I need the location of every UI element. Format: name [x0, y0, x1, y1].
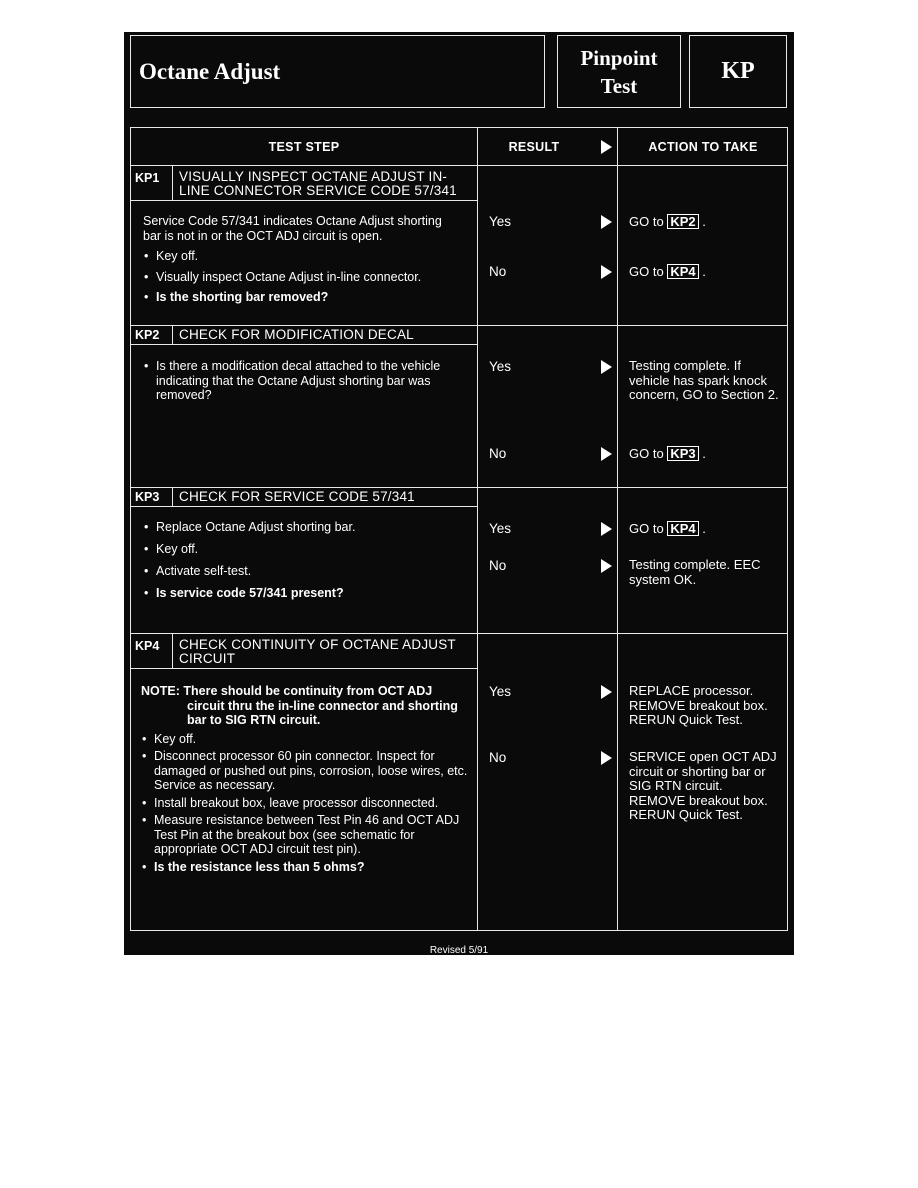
- header-action: ACTION TO TAKE: [648, 139, 758, 154]
- kp4-code: KP4: [135, 639, 160, 653]
- kp1-title-line1: VISUALLY INSPECT OCTANE ADJUST IN-: [179, 169, 448, 184]
- step-code-separator: [172, 633, 173, 668]
- kp4-title-line2: CIRCUIT: [179, 651, 236, 666]
- kp4-bullet: • Install breakout box, leave processor disconnected.: [141, 796, 469, 811]
- kp1-no-arrow-icon: [601, 265, 612, 279]
- kp4-question-text: Is the resistance less than 5 ohms?: [154, 859, 365, 874]
- note-rest: circuit thru the in-line connector and shorting bar to SIG RTN circuit.: [187, 698, 458, 727]
- revision-footer: Revised 5/91: [429, 945, 489, 956]
- kp3-title: CHECK FOR SERVICE CODE 57/341: [179, 489, 415, 504]
- note-line1: There should be continuity from OCT ADJ: [183, 684, 433, 698]
- kp2-yes-arrow-icon: [601, 360, 612, 374]
- note-label: NOTE:: [141, 684, 180, 698]
- kp1-no-label: No: [489, 264, 507, 279]
- kp4-no-action: SERVICE open OCT ADJ circuit or shorting bar or SIG RTN circuit. REMOVE breakout box. RERUN Quick Test.: [629, 749, 777, 822]
- kp2-code: KP2: [135, 328, 160, 342]
- kp4-yes-action: REPLACE processor. REMOVE breakout box. RERUN Quick Test.: [629, 683, 768, 727]
- goto-text: GO to: [629, 264, 664, 279]
- kp3-yes-label: Yes: [489, 521, 512, 536]
- kp1-title: [179, 170, 457, 198]
- kp3-no-action: Testing complete. EEC system OK.: [629, 557, 761, 587]
- kp1-question: [143, 290, 463, 305]
- step-code-separator: [172, 487, 173, 506]
- kp4-no-label: No: [489, 750, 507, 765]
- kp2-no-label: No: [489, 446, 507, 461]
- kp1-title-line2: LINE CONNECTOR SERVICE CODE 57/341: [179, 183, 457, 198]
- kp3-reference: KP3: [667, 446, 698, 461]
- kp4-yes-arrow-icon: [601, 685, 612, 699]
- kp3-yes-action: GO to KP4 .: [629, 521, 706, 536]
- kp4-title-line1: CHECK CONTINUITY OF OCTANE ADJUST: [179, 637, 456, 652]
- kp4-bullet: • Disconnect processor 60 pin connector. Inspect for damaged or pushed out pins, corrosion, loose wires, etc. Service as necessary.: [141, 749, 469, 793]
- kp2-title: CHECK FOR MODIFICATION DECAL: [179, 327, 414, 342]
- kp1-bullet: • Key off.: [143, 249, 463, 264]
- kp4-reference: KP4: [667, 264, 698, 279]
- kp1-body: [143, 214, 463, 311]
- goto-text: GO to: [629, 446, 664, 461]
- kp3-no-arrow-icon: [601, 559, 612, 573]
- kp1-code: KP1: [135, 171, 160, 185]
- kp4-title: [179, 638, 456, 666]
- kp3-bullet: • Activate self-test.: [143, 564, 463, 579]
- result-arrow-icon: [601, 140, 612, 154]
- kp1-yes-label: Yes: [489, 214, 512, 229]
- goto-text: GO to: [629, 521, 664, 536]
- test-line: Test: [600, 73, 638, 98]
- test-code: KP: [689, 35, 787, 108]
- kp4-bullet: • Measure resistance between Test Pin 46 and OCT ADJ Test Pin at the breakout box (see schematic for appropriate OCT ADJ circuit test pin).: [141, 813, 469, 857]
- kp2-yes-label: Yes: [489, 359, 512, 374]
- kp3-yes-arrow-icon: [601, 522, 612, 536]
- kp2-yes-action: Testing complete. If vehicle has spark knock concern, GO to Section 2.: [629, 358, 779, 402]
- kp2-question: • Is there a modification decal attached to the vehicle indicating that the Octane Adjust shorting bar was removed?: [143, 359, 463, 403]
- step-code-separator: [172, 325, 173, 344]
- test-table: [130, 127, 788, 931]
- kp4-body: [141, 684, 469, 880]
- kp3-bullet: • Replace Octane Adjust shorting bar.: [143, 520, 463, 535]
- kp1-intro: Service Code 57/341 indicates Octane Adjust shorting bar is not in or the OCT ADJ circuit is open.: [143, 214, 442, 243]
- header-test-step: TEST STEP: [268, 139, 340, 154]
- kp1-no-action: GO to KP4 .: [629, 264, 706, 279]
- kp3-question: [143, 586, 463, 601]
- kp2-reference: KP2: [667, 214, 698, 229]
- kp3-bullet: • Key off.: [143, 542, 463, 557]
- pinpoint-line: Pinpoint: [580, 45, 658, 70]
- kp4-bullet: • Key off.: [141, 732, 469, 747]
- kp4-no-arrow-icon: [601, 751, 612, 765]
- column-divider: [477, 128, 478, 930]
- kp2-body: [143, 359, 463, 409]
- kp1-yes-arrow-icon: [601, 215, 612, 229]
- page-title: Octane Adjust: [130, 35, 545, 108]
- header-result: RESULT: [508, 139, 560, 154]
- pinpoint-test-label: [557, 35, 681, 108]
- kp4-question: [141, 860, 469, 875]
- kp1-question-text: Is the shorting bar removed?: [156, 290, 329, 304]
- column-divider: [617, 128, 618, 930]
- kp3-code: KP3: [135, 490, 160, 504]
- step-code-separator: [172, 165, 173, 200]
- kp2-no-arrow-icon: [601, 447, 612, 461]
- kp4-yes-label: Yes: [489, 684, 512, 699]
- kp4-note: [141, 684, 469, 728]
- kp3-no-label: No: [489, 558, 507, 573]
- kp4-reference: KP4: [667, 521, 698, 536]
- kp1-yes-action: GO to KP2 .: [629, 214, 706, 229]
- kp2-no-action: GO to KP3 .: [629, 446, 706, 461]
- pinpoint-test-sheet: [124, 32, 794, 955]
- kp3-body: [143, 520, 463, 607]
- goto-text: GO to: [629, 214, 664, 229]
- kp1-bullet: • Visually inspect Octane Adjust in-line connector.: [143, 270, 463, 285]
- kp3-question-text: Is service code 57/341 present?: [156, 586, 344, 600]
